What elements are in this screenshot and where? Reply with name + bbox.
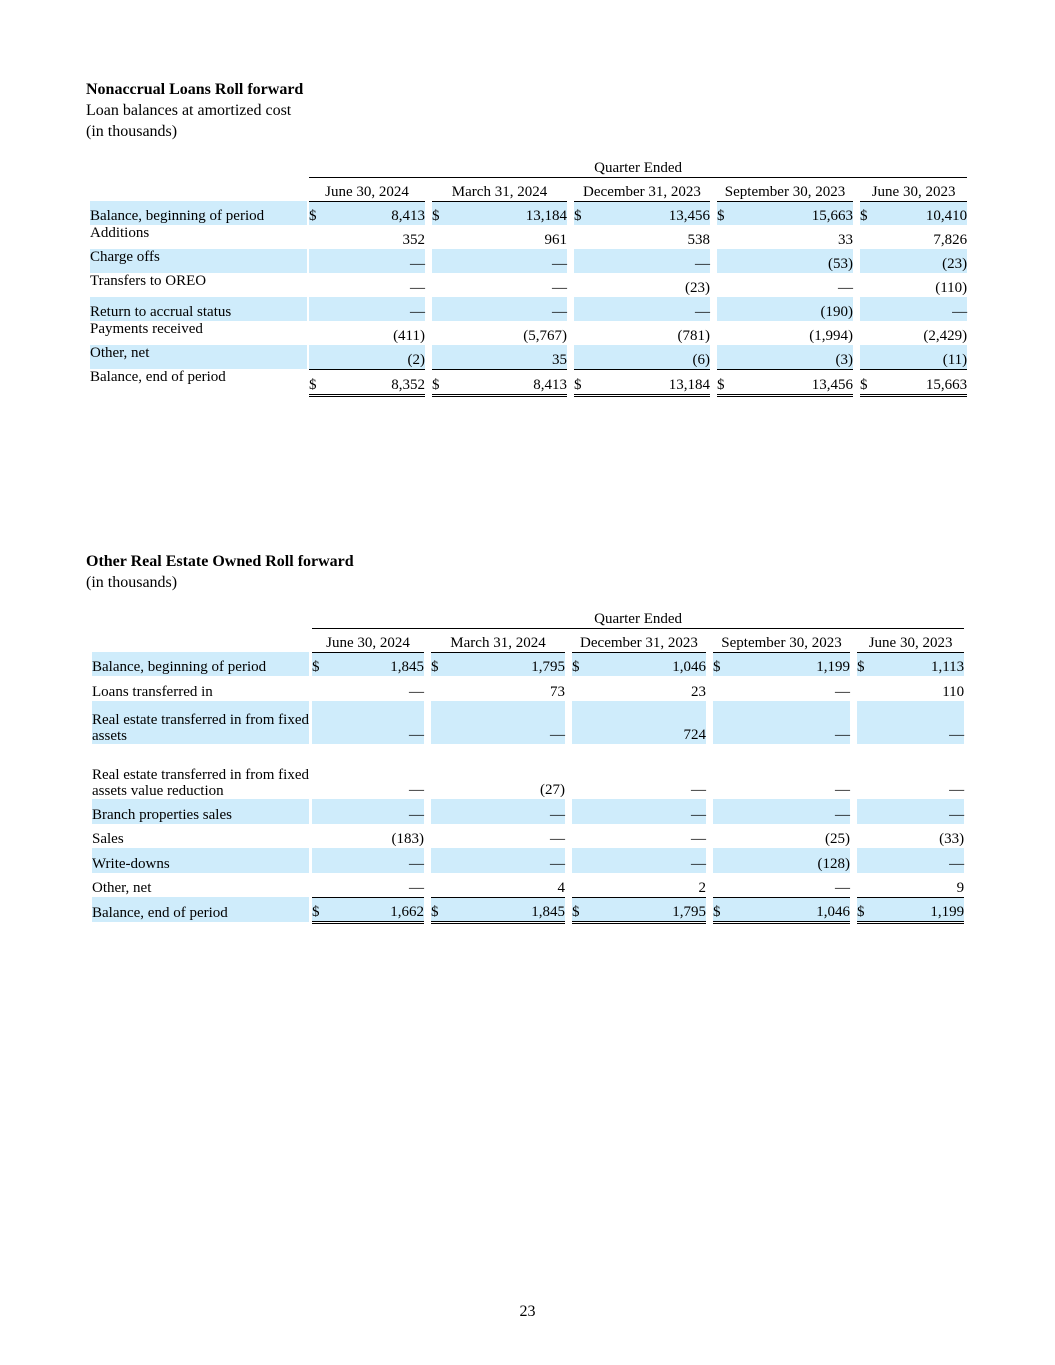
currency-symbol: $	[860, 201, 878, 225]
currency-symbol: $	[432, 369, 450, 395]
table-cell: 1,845	[330, 652, 424, 676]
table-cell: (411)	[393, 328, 425, 344]
column-header: September 30, 2023	[713, 628, 850, 652]
row-label: Write-downs	[92, 848, 309, 873]
table-cell: (11)	[878, 345, 967, 369]
row-label: Charge offs	[90, 249, 307, 273]
table-header-group	[90, 156, 967, 177]
table-cell: —	[875, 799, 964, 824]
currency-symbol: $	[857, 897, 875, 922]
oreo-subtitle-units: (in thousands)	[86, 574, 178, 591]
table-cell: 961	[544, 232, 567, 248]
table-cell: —	[691, 782, 706, 798]
row-label: Payments received	[90, 321, 203, 337]
table-cell: —	[592, 249, 710, 273]
table-row	[92, 799, 964, 824]
table-cell: 13,184	[450, 201, 567, 225]
table-cell: (190)	[735, 297, 853, 321]
table-cell: (6)	[592, 345, 710, 369]
table-row	[90, 345, 967, 369]
nonaccrual-subtitle-units: (in thousands)	[86, 123, 178, 140]
table-cell: —	[409, 782, 424, 798]
table-row	[92, 676, 964, 701]
row-label: Real estate transferred in from fixed assets value reduction	[92, 767, 309, 799]
column-header: June 30, 2024	[312, 628, 424, 652]
table-cell: 724	[590, 701, 706, 744]
table-cell: 1,046	[731, 897, 850, 922]
table-cell: (27)	[540, 782, 565, 798]
table-cell: 1,795	[590, 897, 706, 922]
table-row-total	[90, 369, 967, 395]
table-cell: (5,767)	[523, 328, 567, 344]
table-cell: (2)	[327, 345, 425, 369]
table-cell: 4	[557, 879, 565, 896]
currency-symbol: $	[431, 652, 449, 676]
table-row	[90, 225, 967, 249]
table-cell: 7,826	[933, 232, 968, 248]
table-cell: (110)	[935, 280, 968, 296]
currency-symbol: $	[309, 201, 327, 225]
row-label: Return to accrual status	[90, 297, 307, 321]
table-cell: (25)	[825, 831, 850, 847]
currency-symbol: $	[432, 201, 450, 225]
table-row-total	[92, 897, 964, 922]
table-cell: 110	[942, 684, 965, 700]
table-cell: —	[449, 701, 565, 744]
table-cell: (3)	[735, 345, 853, 369]
currency-symbol: $	[860, 369, 878, 395]
table-cell: —	[409, 684, 424, 700]
row-label: Balance, end of period	[90, 369, 226, 385]
currency-symbol: $	[717, 369, 735, 395]
table-cell: —	[875, 701, 964, 744]
table-cell: (128)	[731, 848, 850, 873]
table-row	[90, 249, 967, 273]
table-cell: 33	[838, 232, 853, 248]
table-cell: 1,845	[449, 897, 565, 922]
currency-symbol: $	[713, 897, 731, 922]
table-cell: —	[409, 879, 424, 896]
table-cell: —	[590, 799, 706, 824]
nonaccrual-subtitle-basis: Loan balances at amortized cost	[86, 102, 292, 119]
table-row	[92, 873, 964, 897]
row-label: Other, net	[92, 880, 152, 896]
table-cell: (1,994)	[809, 328, 853, 344]
table-cell: 9	[956, 879, 965, 896]
table-cell: —	[327, 249, 425, 273]
table-cell: —	[949, 782, 965, 798]
table-cell: 73	[550, 684, 565, 700]
table-cell: 35	[450, 345, 567, 369]
row-label: Additions	[90, 225, 150, 241]
table-cell: (23)	[878, 249, 967, 273]
nonaccrual-heading	[86, 79, 303, 142]
table-cell: —	[875, 848, 964, 873]
table-cell: 23	[691, 684, 706, 700]
oreo-table	[92, 607, 964, 924]
table-cell: —	[835, 879, 850, 896]
table-cell: 1,795	[449, 652, 565, 676]
table-header-row	[92, 628, 964, 652]
column-header: June 30, 2023	[857, 628, 964, 652]
table-cell: 1,113	[875, 652, 964, 676]
row-label: Real estate transferred in from fixed assets	[92, 701, 309, 744]
table-cell: —	[449, 799, 565, 824]
table-row	[92, 848, 964, 873]
currency-symbol: $	[309, 369, 327, 395]
table-cell: —	[835, 782, 850, 798]
table-row	[90, 273, 967, 297]
table-cell: 1,046	[590, 652, 706, 676]
table-cell: 2	[698, 879, 706, 896]
table-cell: 8,413	[450, 369, 567, 395]
column-header: June 30, 2024	[309, 177, 425, 201]
table-cell: —	[450, 297, 567, 321]
table-cell: —	[327, 297, 425, 321]
row-label: Transfers to OREO	[90, 273, 207, 289]
currency-symbol: $	[312, 652, 330, 676]
currency-symbol: $	[857, 652, 875, 676]
table-row	[90, 201, 967, 225]
table-header-row	[90, 177, 967, 201]
table-cell: —	[330, 848, 424, 873]
table-cell: —	[731, 799, 850, 824]
table-cell: 15,663	[878, 369, 967, 395]
table-cell: 13,184	[592, 369, 710, 395]
table-row	[92, 701, 964, 744]
row-label: Loans transferred in	[92, 684, 213, 700]
table-cell: —	[330, 799, 424, 824]
currency-symbol: $	[574, 201, 592, 225]
column-header: December 31, 2023	[572, 628, 706, 652]
table-cell: —	[691, 831, 706, 847]
nonaccrual-title: Nonaccrual Loans Roll forward	[86, 81, 304, 98]
table-cell: (183)	[391, 831, 424, 847]
column-header: December 31, 2023	[574, 177, 710, 201]
currency-symbol: $	[312, 897, 330, 922]
column-header: September 30, 2023	[717, 177, 853, 201]
currency-symbol: $	[717, 201, 735, 225]
table-row	[92, 824, 964, 848]
table-cell: —	[552, 280, 567, 296]
column-header: March 31, 2024	[431, 628, 565, 652]
row-label: Branch properties sales	[92, 799, 309, 824]
currency-symbol: $	[713, 652, 731, 676]
currency-symbol: $	[572, 652, 590, 676]
table-cell: —	[590, 848, 706, 873]
table-cell: 13,456	[735, 369, 853, 395]
column-header: June 30, 2023	[860, 177, 967, 201]
table-cell: 10,410	[878, 201, 967, 225]
table-cell: —	[410, 280, 425, 296]
table-cell: 1,662	[330, 897, 424, 922]
table-cell: 352	[402, 232, 425, 248]
nonaccrual-table	[90, 156, 967, 397]
table-header-group	[92, 607, 964, 628]
row-label: Other, net	[90, 345, 307, 369]
table-row	[92, 652, 964, 676]
table-cell: —	[731, 701, 850, 744]
table-cell: 13,456	[592, 201, 710, 225]
table-cell: (781)	[677, 328, 710, 344]
oreo-title: Other Real Estate Owned Roll forward	[86, 553, 354, 570]
row-label: Sales	[92, 831, 124, 847]
table-cell: —	[878, 297, 967, 321]
table-cell: (53)	[735, 249, 853, 273]
table-row	[92, 744, 964, 799]
table-cell: 538	[687, 232, 710, 248]
table-cell: 1,199	[731, 652, 850, 676]
currency-symbol: $	[574, 369, 592, 395]
table-cell: 8,352	[327, 369, 425, 395]
table-row	[90, 297, 967, 321]
table-cell: 8,413	[327, 201, 425, 225]
page-number: 23	[519, 1303, 536, 1320]
column-header: March 31, 2024	[432, 177, 567, 201]
currency-symbol: $	[572, 897, 590, 922]
table-cell: 15,663	[735, 201, 853, 225]
row-label: Balance, beginning of period	[90, 201, 307, 225]
table-cell: —	[450, 249, 567, 273]
table-cell: —	[835, 684, 850, 700]
table-cell: (33)	[939, 831, 965, 847]
quarter-ended-header: Quarter Ended	[309, 156, 967, 177]
table-cell: —	[592, 297, 710, 321]
table-row	[90, 321, 967, 345]
table-cell: —	[550, 831, 565, 847]
table-cell: —	[330, 701, 424, 744]
table-cell: —	[838, 280, 853, 296]
quarter-ended-header: Quarter Ended	[312, 607, 964, 628]
table-cell: —	[449, 848, 565, 873]
table-cell: 1,199	[875, 897, 964, 922]
table-cell: (23)	[685, 280, 710, 296]
currency-symbol: $	[431, 897, 449, 922]
table-cell: (2,429)	[923, 328, 968, 344]
row-label: Balance, end of period	[92, 897, 309, 922]
oreo-heading	[86, 551, 354, 593]
row-label: Balance, beginning of period	[92, 652, 309, 676]
